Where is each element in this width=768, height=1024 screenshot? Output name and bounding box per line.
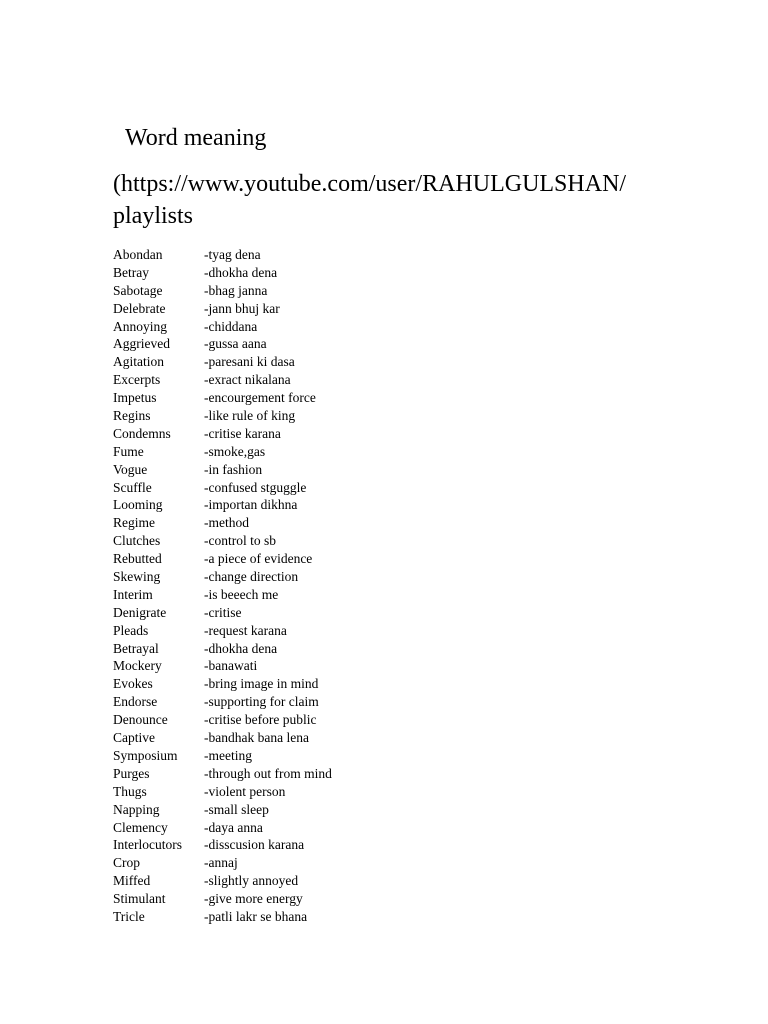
word-meaning: -dhokha dena — [204, 640, 278, 656]
word-term: Skewing — [113, 569, 161, 585]
word-meaning: -bhag janna — [204, 282, 268, 298]
word-meaning: -supporting for claim — [204, 694, 319, 710]
word-meaning: -annaj — [204, 855, 238, 871]
word-meaning: -give more energy — [204, 891, 303, 907]
word-term: Denounce — [113, 712, 168, 728]
word-meaning: -disscusion karana — [204, 837, 305, 853]
word-entry-row — [113, 479, 513, 497]
word-meaning: -meeting — [204, 747, 252, 763]
document-title: Word meaning — [125, 125, 267, 151]
playlist-link-text — [113, 168, 673, 232]
word-term: Interim — [113, 586, 153, 602]
word-meaning: -control to sb — [204, 533, 276, 549]
word-term: Stimulant — [113, 891, 166, 907]
word-term: Vogue — [113, 461, 148, 477]
word-entry-row — [113, 854, 513, 872]
word-term: Pleads — [113, 622, 149, 638]
word-entry-row — [113, 425, 513, 443]
word-entry-row — [113, 819, 513, 837]
word-term: Clutches — [113, 533, 161, 549]
word-term: Rebutted — [113, 551, 162, 567]
word-meaning: -jann bhuj kar — [204, 300, 280, 316]
word-term: Betray — [113, 264, 149, 280]
word-entry-row — [113, 282, 513, 300]
word-term: Betrayal — [113, 640, 159, 656]
word-entry-row — [113, 604, 513, 622]
word-term: Clemency — [113, 819, 168, 835]
word-meaning: -dhokha dena — [204, 264, 278, 280]
word-meaning: -encourgement force — [204, 390, 316, 406]
word-term: Looming — [113, 497, 163, 513]
word-entry-row — [113, 872, 513, 890]
word-term: Sabotage — [113, 282, 163, 298]
word-term: Excerpts — [113, 372, 161, 388]
word-meaning: -bandhak bana lena — [204, 730, 309, 746]
word-term: Crop — [113, 855, 140, 871]
word-term: Mockery — [113, 658, 162, 674]
word-meaning: -tyag dena — [204, 247, 261, 262]
word-term: Delebrate — [113, 300, 166, 316]
word-term: Regime — [113, 515, 155, 531]
word-entry-row — [113, 657, 513, 675]
word-meaning: -critise before public — [204, 712, 317, 728]
word-meaning: -violent person — [204, 783, 286, 799]
word-entry-row — [113, 246, 513, 264]
word-entry-row — [113, 568, 513, 586]
word-meaning: -a piece of evidence — [204, 551, 313, 567]
word-term: Endorse — [113, 694, 158, 710]
word-entry-row — [113, 747, 513, 765]
word-entry-row — [113, 640, 513, 658]
word-meaning: -through out from mind — [204, 765, 332, 781]
word-meaning: -like rule of king — [204, 408, 296, 424]
word-term: Fume — [113, 443, 144, 459]
word-entry-row — [113, 765, 513, 783]
word-entry-row — [113, 389, 513, 407]
word-term: Napping — [113, 801, 160, 817]
word-entry-row — [113, 300, 513, 318]
word-meaning: -paresani ki dasa — [204, 354, 295, 370]
word-term: Aggrieved — [113, 336, 170, 352]
word-meaning: -smoke,gas — [204, 443, 266, 459]
word-meaning: -banawati — [204, 658, 258, 674]
word-term: Regins — [113, 408, 151, 424]
word-entry-row — [113, 675, 513, 693]
word-term: Abondan — [113, 247, 163, 262]
word-term: Impetus — [113, 390, 157, 406]
word-entry-row — [113, 586, 513, 604]
word-meaning: -method — [204, 515, 249, 531]
link-line-1: (https://www.youtube.com/user/RAHULGULSHAN/ — [113, 171, 627, 197]
word-entry-row — [113, 264, 513, 282]
word-meaning: -bring image in mind — [204, 676, 319, 692]
word-entry-row — [113, 335, 513, 353]
word-term: Miffed — [113, 873, 151, 889]
word-entry-row — [113, 801, 513, 819]
word-term: Tricle — [113, 908, 145, 924]
word-entry-row — [113, 443, 513, 461]
word-term: Captive — [113, 730, 155, 746]
word-entry-row — [113, 783, 513, 801]
word-meaning: -confused stguggle — [204, 479, 307, 495]
word-meaning: -in fashion — [204, 461, 263, 477]
word-term: Denigrate — [113, 604, 167, 620]
word-meaning: -critise — [204, 604, 242, 620]
word-entry-row — [113, 461, 513, 479]
word-meaning: -chiddana — [204, 318, 258, 334]
word-meaning: -gussa aana — [204, 336, 267, 352]
word-meaning: -importan dikhna — [204, 497, 298, 513]
word-meaning: -small sleep — [204, 801, 269, 817]
word-entry-row — [113, 496, 513, 514]
word-entry-row — [113, 532, 513, 550]
word-meaning: -exract nikalana — [204, 372, 291, 388]
word-entry-row — [113, 353, 513, 371]
word-term: Thugs — [113, 783, 147, 799]
word-meaning: -is beeech me — [204, 586, 279, 602]
word-term: Interlocutors — [113, 837, 182, 853]
word-term: Scuffle — [113, 479, 152, 495]
word-term: Agitation — [113, 354, 164, 370]
word-entry-row — [113, 836, 513, 854]
word-term: Purges — [113, 765, 150, 781]
word-term: Symposium — [113, 747, 178, 763]
word-entry-row — [113, 908, 513, 926]
word-meaning: -request karana — [204, 622, 287, 638]
word-term: Annoying — [113, 318, 167, 334]
word-entry-row — [113, 711, 513, 729]
word-meaning: -critise karana — [204, 425, 281, 441]
word-meaning: -change direction — [204, 569, 299, 585]
word-term: Condemns — [113, 425, 171, 441]
word-entry-row — [113, 890, 513, 908]
word-meaning-list — [113, 246, 513, 926]
word-entry-row — [113, 318, 513, 336]
word-entry-row — [113, 693, 513, 711]
word-entry-row — [113, 729, 513, 747]
word-entry-row — [113, 622, 513, 640]
word-meaning: -daya anna — [204, 819, 263, 835]
word-entry-row — [113, 371, 513, 389]
word-meaning: -slightly annoyed — [204, 873, 299, 889]
word-entry-row — [113, 514, 513, 532]
word-term: Evokes — [113, 676, 153, 692]
word-entry-row — [113, 407, 513, 425]
word-meaning: -patli lakr se bhana — [204, 908, 308, 924]
word-entry-row — [113, 550, 513, 568]
link-line-2: playlists — [113, 203, 194, 229]
